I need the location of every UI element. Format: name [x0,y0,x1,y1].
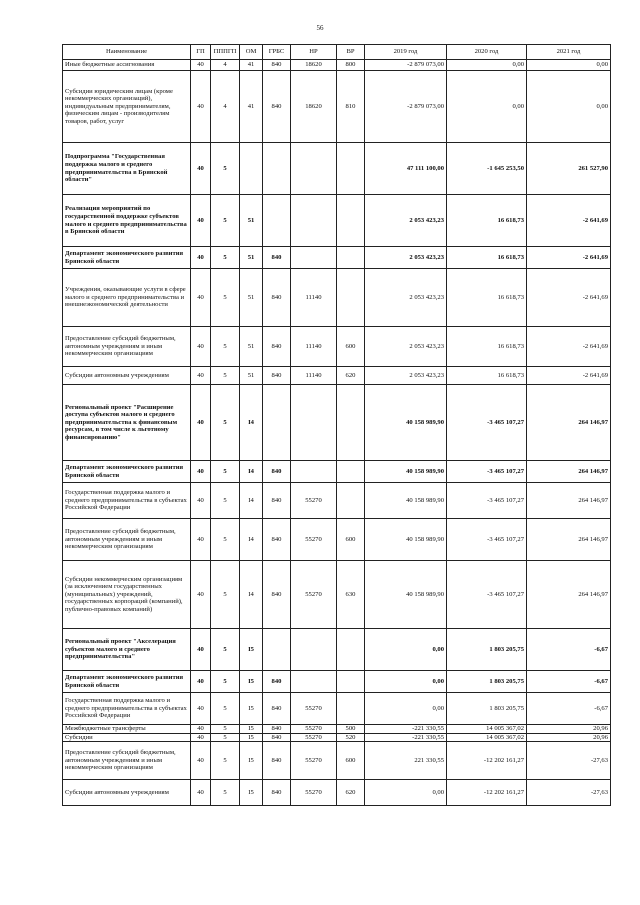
row-2021: 264 146,97 [527,561,611,629]
row-name: Государственная поддержка малого и среднего предпринимательства в субъектах Российской Федерации [63,483,191,519]
row-om: I5 [240,742,263,780]
row-gp: 40 [191,71,211,143]
row-2021: -2 641,69 [527,327,611,367]
row-gp: 40 [191,367,211,385]
row-grbs: 840 [263,742,291,780]
row-2019: -2 879 073,00 [365,60,447,71]
row-grbs: 840 [263,71,291,143]
col-header-grbs: ГРБС [263,45,291,60]
row-name: Государственная поддержка малого и среднего предпринимательства в субъектах Российской Федерации [63,693,191,725]
row-2020: 14 005 367,02 [447,733,527,742]
row-2020: -3 465 107,27 [447,461,527,483]
row-gp: 40 [191,327,211,367]
col-header-gp: ГП [191,45,211,60]
table-row [63,461,611,483]
row-2020: -3 465 107,27 [447,561,527,629]
row-ppgp: 4 [211,60,240,71]
row-grbs: 840 [263,725,291,734]
row-om: 41 [240,60,263,71]
row-2019: 40 158 989,90 [365,385,447,461]
row-vr: 600 [337,519,365,561]
row-2019: 40 158 989,90 [365,461,447,483]
row-grbs: 840 [263,367,291,385]
row-ppgp: 5 [211,367,240,385]
table-row [63,725,611,734]
row-ppgp: 5 [211,143,240,195]
table-row [63,629,611,671]
col-header-om: ОМ [240,45,263,60]
row-name: Реализация мероприятий по государственной поддержке субъектов малого и среднего предпринимательства в Брянской области [63,195,191,247]
row-2020: -1 645 253,50 [447,143,527,195]
row-2020: 16 618,73 [447,195,527,247]
table-row [63,269,611,327]
row-nr [291,143,337,195]
row-name: Предоставление субсидий бюджетным, автономным учреждениям и иным некоммерческим организациям [63,742,191,780]
row-gp: 40 [191,742,211,780]
row-om: I4 [240,385,263,461]
table-row [63,195,611,247]
row-2019: -221 330,55 [365,733,447,742]
row-om [240,143,263,195]
row-2021: -6,67 [527,671,611,693]
row-grbs [263,629,291,671]
row-2021: -2 641,69 [527,195,611,247]
table-row [63,60,611,71]
row-name: Департамент экономического развития Брянской области [63,247,191,269]
row-om: I5 [240,725,263,734]
row-grbs: 840 [263,461,291,483]
row-vr [337,483,365,519]
row-om: 51 [240,195,263,247]
row-2021: -27,63 [527,780,611,806]
row-vr [337,269,365,327]
row-name: Иные бюджетные ассигнования [63,60,191,71]
row-grbs: 840 [263,561,291,629]
row-gp: 40 [191,60,211,71]
row-2021: 0,00 [527,71,611,143]
row-om: 51 [240,367,263,385]
row-nr [291,629,337,671]
row-2019: 2 053 423,23 [365,327,447,367]
row-gp: 40 [191,693,211,725]
table-row [63,519,611,561]
row-grbs: 840 [263,519,291,561]
table-row [63,483,611,519]
row-name: Департамент экономического развития Брянской области [63,461,191,483]
row-2021: -2 641,69 [527,247,611,269]
row-2019: 2 053 423,23 [365,247,447,269]
row-2021: -6,67 [527,629,611,671]
row-nr: 55270 [291,733,337,742]
row-name: Субсидии юридическим лицам (кроме некоммерческих организаций), индивидуальным предпринимателям, физическим лицам - производителям товаров, работ, услуг [63,71,191,143]
row-ppgp: 5 [211,247,240,269]
row-om: 51 [240,327,263,367]
col-header-name: Наименование [63,45,191,60]
row-2019: 40 158 989,90 [365,483,447,519]
table-row [63,742,611,780]
row-2019: -221 330,55 [365,725,447,734]
row-grbs: 840 [263,780,291,806]
row-2020: -3 465 107,27 [447,519,527,561]
row-name: Субсидии некоммерческим организациям (за исключением государственных (муниципальных) учреждений, государственных корпораций (компаний), публично-правовых компаний) [63,561,191,629]
row-gp: 40 [191,780,211,806]
row-vr [337,385,365,461]
row-gp: 40 [191,519,211,561]
row-vr: 500 [337,725,365,734]
row-2019: 2 053 423,23 [365,195,447,247]
row-2019: 2 053 423,23 [365,367,447,385]
row-2020: 16 618,73 [447,247,527,269]
row-om: I5 [240,671,263,693]
row-nr [291,671,337,693]
row-2021: 264 146,97 [527,519,611,561]
row-nr [291,385,337,461]
row-ppgp: 5 [211,742,240,780]
row-2019: 40 158 989,90 [365,561,447,629]
row-name: Субсидии автономным учреждениям [63,780,191,806]
budget-table [62,44,611,806]
row-vr: 620 [337,367,365,385]
row-2019: 0,00 [365,629,447,671]
row-ppgp: 5 [211,483,240,519]
row-name: Субсидии [63,733,191,742]
row-2019: 0,00 [365,671,447,693]
row-gp: 40 [191,143,211,195]
row-2020: 16 618,73 [447,327,527,367]
row-2021: 264 146,97 [527,385,611,461]
row-2019: -2 879 073,00 [365,71,447,143]
row-nr: 55270 [291,693,337,725]
col-header-vr: ВР [337,45,365,60]
row-name: Межбюджетные трансферты [63,725,191,734]
row-name: Предоставление субсидий бюджетным, автономным учреждениям и иным некоммерческим организациям [63,519,191,561]
row-grbs [263,143,291,195]
table-row [63,71,611,143]
row-nr: 11140 [291,327,337,367]
row-nr: 55270 [291,725,337,734]
row-2019: 2 053 423,23 [365,269,447,327]
row-ppgp: 5 [211,461,240,483]
table-row [63,561,611,629]
row-nr: 18620 [291,60,337,71]
row-name: Департамент экономического развития Брянской области [63,671,191,693]
row-gp: 40 [191,629,211,671]
row-2020: -3 465 107,27 [447,385,527,461]
row-2021: 0,00 [527,60,611,71]
row-grbs: 840 [263,671,291,693]
table-row [63,693,611,725]
row-vr [337,247,365,269]
row-2019: 47 111 100,00 [365,143,447,195]
row-nr [291,195,337,247]
row-vr: 810 [337,71,365,143]
row-gp: 40 [191,269,211,327]
row-gp: 40 [191,385,211,461]
row-ppgp: 4 [211,71,240,143]
row-2020: 1 803 205,75 [447,671,527,693]
table-row [63,671,611,693]
row-nr: 11140 [291,269,337,327]
row-grbs: 840 [263,60,291,71]
row-nr: 55270 [291,742,337,780]
row-vr [337,195,365,247]
row-grbs [263,195,291,247]
row-grbs: 840 [263,269,291,327]
col-header-nr: НР [291,45,337,60]
row-vr: 620 [337,780,365,806]
row-grbs: 840 [263,483,291,519]
row-2020: 1 803 205,75 [447,629,527,671]
row-2019: 221 330,55 [365,742,447,780]
row-2020: -3 465 107,27 [447,483,527,519]
row-vr [337,461,365,483]
row-2020: -12 202 161,27 [447,742,527,780]
row-2021: -2 641,69 [527,269,611,327]
row-nr [291,247,337,269]
row-2021: 261 527,90 [527,143,611,195]
table-row [63,780,611,806]
row-gp: 40 [191,247,211,269]
row-2021: -6,67 [527,693,611,725]
row-vr [337,629,365,671]
row-ppgp: 5 [211,195,240,247]
row-2019: 0,00 [365,780,447,806]
row-2020: 16 618,73 [447,269,527,327]
col-header-2020: 2020 год [447,45,527,60]
row-grbs: 840 [263,693,291,725]
row-name: Региональный проект "Расширение доступа субъектов малого и среднего предпринимательства к финансовым ресурсам, в том числе к льготному финансированию" [63,385,191,461]
row-ppgp: 5 [211,561,240,629]
table-row [63,143,611,195]
row-ppgp: 5 [211,693,240,725]
row-name: Учреждения, оказывающие услуги в сфере малого и среднего предпринимательства и внешнеэкономической деятельности [63,269,191,327]
col-header-2019: 2019 год [365,45,447,60]
row-2021: 20,96 [527,725,611,734]
row-2019: 40 158 989,90 [365,519,447,561]
row-om: I4 [240,519,263,561]
row-2021: -2 641,69 [527,367,611,385]
row-name: Субсидии автономным учреждениям [63,367,191,385]
row-om: I5 [240,780,263,806]
row-gp: 40 [191,195,211,247]
row-2021: 20,96 [527,733,611,742]
row-nr: 55270 [291,561,337,629]
row-nr: 11140 [291,367,337,385]
row-2020: 0,00 [447,60,527,71]
row-2021: 264 146,97 [527,461,611,483]
row-vr: 520 [337,733,365,742]
row-om: I5 [240,629,263,671]
table-row [63,327,611,367]
row-om: 51 [240,247,263,269]
row-om: 41 [240,71,263,143]
row-nr [291,461,337,483]
row-om: I4 [240,561,263,629]
row-ppgp: 5 [211,385,240,461]
row-ppgp: 5 [211,629,240,671]
row-vr: 630 [337,561,365,629]
row-om: I4 [240,461,263,483]
table-row [63,733,611,742]
row-gp: 40 [191,725,211,734]
table-row [63,367,611,385]
row-name: Региональный проект "Акселерация субъектов малого и среднего предпринимательства" [63,629,191,671]
table-header [63,45,611,60]
row-vr [337,671,365,693]
row-om: I5 [240,693,263,725]
row-2021: 264 146,97 [527,483,611,519]
row-vr: 600 [337,327,365,367]
row-2020: 0,00 [447,71,527,143]
row-nr: 18620 [291,71,337,143]
row-ppgp: 5 [211,780,240,806]
row-grbs [263,385,291,461]
row-2020: 16 618,73 [447,367,527,385]
row-2021: -27,63 [527,742,611,780]
row-ppgp: 5 [211,327,240,367]
page-number: 56 [316,24,324,32]
row-name: Подпрограмма "Государственная поддержка малого и среднего предпринимательства в Брянской области" [63,143,191,195]
row-om: I5 [240,733,263,742]
row-grbs: 840 [263,247,291,269]
row-2020: -12 202 161,27 [447,780,527,806]
row-nr: 55270 [291,483,337,519]
row-gp: 40 [191,561,211,629]
row-2019: 0,00 [365,693,447,725]
row-grbs: 840 [263,733,291,742]
col-header-2021: 2021 год [527,45,611,60]
row-ppgp: 5 [211,733,240,742]
row-nr: 55270 [291,519,337,561]
row-gp: 40 [191,483,211,519]
row-gp: 40 [191,733,211,742]
row-ppgp: 5 [211,519,240,561]
row-om: I4 [240,483,263,519]
row-grbs: 840 [263,327,291,367]
row-nr: 55270 [291,780,337,806]
row-ppgp: 5 [211,269,240,327]
row-2020: 1 803 205,75 [447,693,527,725]
row-vr: 600 [337,742,365,780]
row-name: Предоставление субсидий бюджетным, автономным учреждениям и иным некоммерческим организациям [63,327,191,367]
table-row [63,247,611,269]
row-vr [337,143,365,195]
row-gp: 40 [191,461,211,483]
table-row [63,385,611,461]
row-vr [337,693,365,725]
row-ppgp: 5 [211,671,240,693]
row-vr: 800 [337,60,365,71]
row-2020: 14 005 367,02 [447,725,527,734]
row-om: 51 [240,269,263,327]
row-gp: 40 [191,671,211,693]
row-ppgp: 5 [211,725,240,734]
col-header-ppgp: ПППГП [211,45,240,60]
